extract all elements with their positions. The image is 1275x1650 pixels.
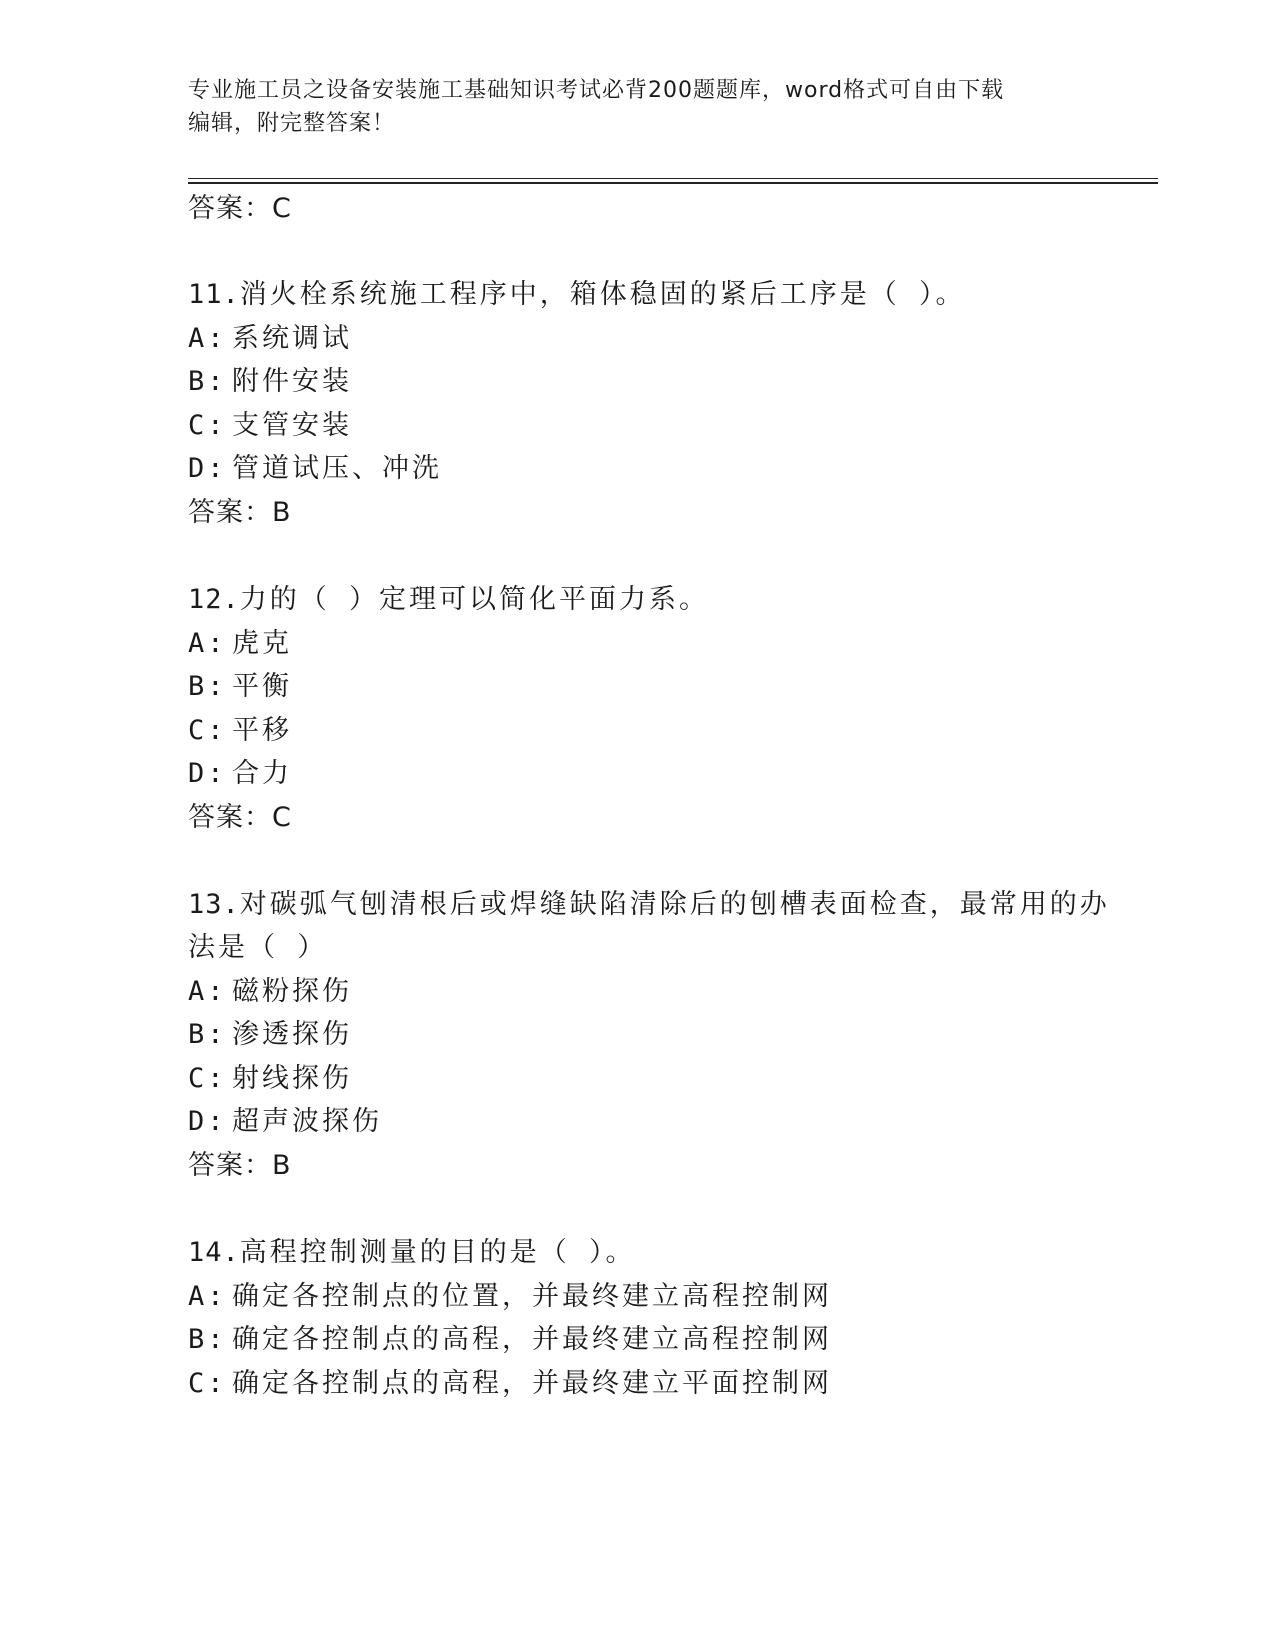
option-text: 虎克 [232,628,292,659]
option-text: 平移 [232,715,292,746]
option-c [188,403,352,442]
option-text: 附件安装 [232,366,352,397]
header-rule-thick [188,182,1158,184]
option-text: 平衡 [232,671,292,702]
option-d [188,751,292,790]
option-text: 系统调试 [232,323,352,354]
option-label: B: [188,1019,227,1050]
option-a [188,621,292,660]
answer-13: 答案：B [188,1150,292,1181]
option-b [188,1317,832,1356]
option-c [188,1056,352,1095]
option-label: D: [188,1106,227,1137]
option-label: B: [188,366,227,397]
option-label: A: [188,1281,227,1312]
option-text: 超声波探伤 [232,1106,382,1137]
question-11 [188,272,966,311]
question-text: 力的（ ）定理可以简化平面力系。 [239,584,710,615]
previous-answer: 答案：C [188,193,292,224]
question-number: 14. [188,1237,240,1268]
option-label: B: [188,671,227,702]
option-text: 射线探伤 [232,1063,352,1094]
option-label: C: [188,1368,227,1399]
option-text: 管道试压、冲洗 [232,453,442,484]
option-b [188,1012,352,1051]
option-b [188,664,292,703]
option-label: A: [188,323,227,354]
answer-12: 答案：C [188,802,292,833]
option-label: A: [188,976,227,1007]
option-d [188,1099,382,1138]
question-text: 高程控制测量的目的是（ ）。 [239,1237,636,1268]
option-text: 确定各控制点的高程，并最终建立高程控制网 [232,1324,832,1355]
option-label: B: [188,1324,227,1355]
option-d [188,446,442,485]
question-number: 13. [188,889,240,920]
document-header [188,74,1088,140]
question-number: 11. [188,279,240,310]
option-text: 确定各控制点的位置，并最终建立高程控制网 [232,1281,832,1312]
question-text: 对碳弧气刨清根后或焊缝缺陷清除后的刨槽表面检查，最常用的办 [239,889,1110,920]
option-label: D: [188,453,227,484]
option-text: 确定各控制点的高程，并最终建立平面控制网 [232,1368,832,1399]
header-line-1: 专业施工员之设备安装施工基础知识考试必背200题题库，word格式可自由下载 [188,78,1005,103]
question-13-continued: 法是（ ） [188,932,328,963]
option-label: C: [188,1063,227,1094]
option-text: 磁粉探伤 [232,976,352,1007]
answer-11: 答案：B [188,497,292,528]
header-rule-thin [188,178,1158,179]
option-c [188,1361,832,1400]
option-label: C: [188,715,227,746]
question-text: 消火栓系统施工程序中，箱体稳固的紧后工序是（ ）。 [239,279,966,310]
option-text: 合力 [232,758,292,789]
option-text: 支管安装 [232,410,352,441]
option-a [188,1274,832,1313]
option-a [188,316,352,355]
question-14 [188,1230,636,1269]
question-number: 12. [188,584,240,615]
option-label: A: [188,628,227,659]
question-13 [188,882,1110,921]
option-label: D: [188,758,227,789]
question-12 [188,577,709,616]
option-a [188,969,352,1008]
option-label: C: [188,410,227,441]
header-line-2: 编辑，附完整答案！ [188,111,396,136]
option-text: 渗透探伤 [232,1019,352,1050]
option-c [188,708,292,747]
option-b [188,359,352,398]
